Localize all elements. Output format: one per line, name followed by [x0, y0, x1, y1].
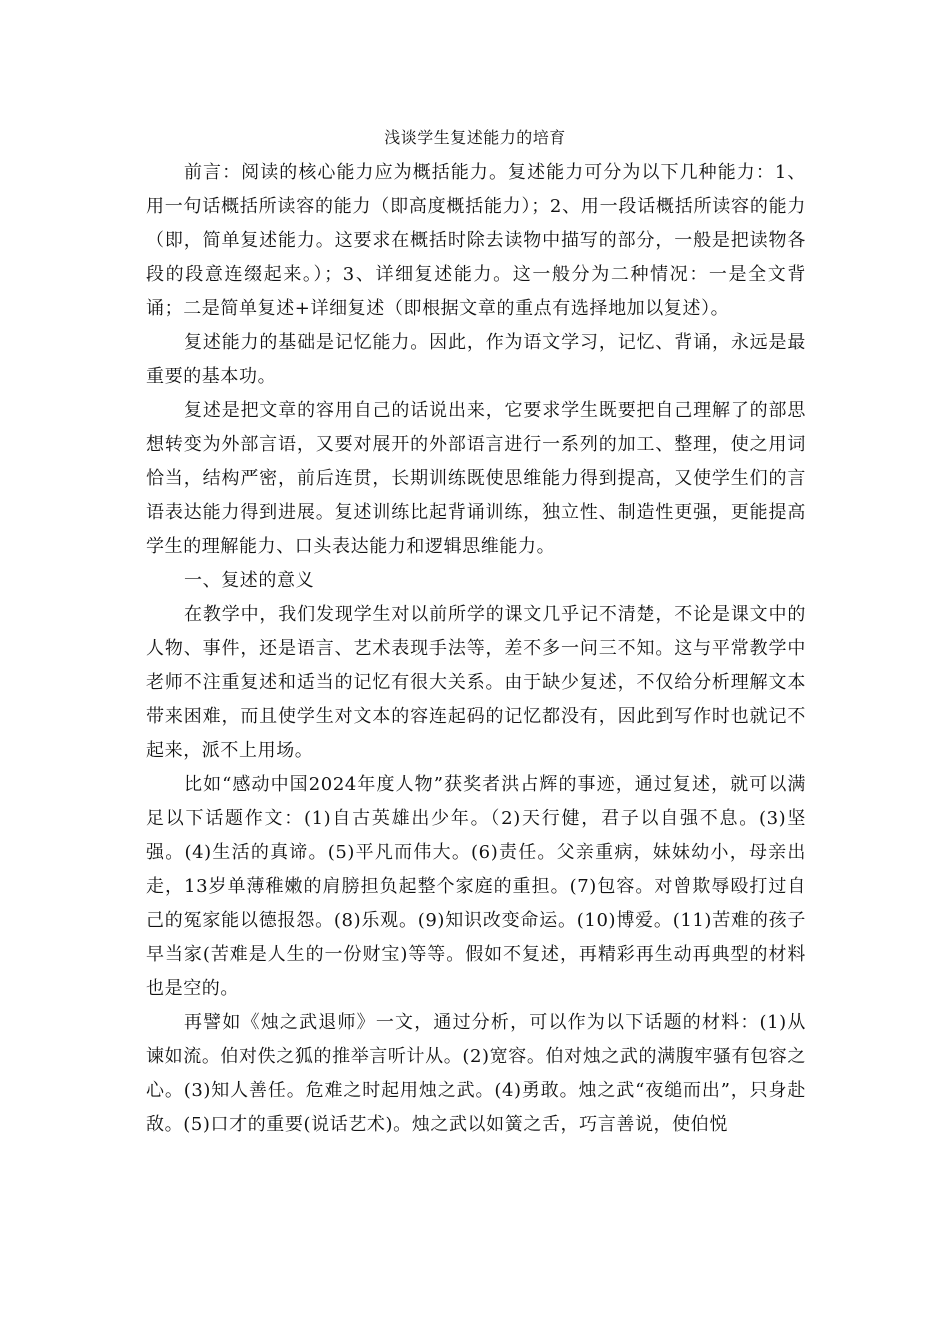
paragraph-preface: 前言：阅读的核心能力应为概括能力。复述能力可分为以下几种能力：1、用一句话概括所读容的能力（即高度概括能力）；2、用一段话概括所读容的能力（即，简单复述能力。这要求在概括时除去读物中描写的部分，一般是把读物各段的段意连缀起来。）；3、详细复述能力。这一般分为二种情况：一是全文背诵；二是简单复述+详细复述（即根据文章的重点有选择地加以复述）。 — [146, 162, 806, 319]
paragraph-example-zhuzhiwu: 再譬如《烛之武退师》一文，通过分析，可以作为以下话题的材料：(1)从谏如流。伯对佚之狐的推举言听计从。(2)宽容。伯对烛之武的满腹牢骚有包容之心。(3)知人善任。危难之时起用烛之武。(4)勇敢。烛之武“夜缒而出”，只身赴敌。(5)口才的重要(说话艺术)。烛之武以如簧之舌，巧言善说，使伯悦 — [146, 1012, 806, 1135]
section-heading: 一、复述的意义 — [184, 570, 315, 591]
document-title: 浅谈学生复述能力的培育 — [384, 128, 566, 147]
document-body — [146, 156, 806, 1142]
paragraph-example-hong: 比如“感动中国2024年度人物”获奖者洪占辉的事迹，通过复述，就可以满足以下话题作文：(1)自古英雄出少年。（2)天行健，君子以自强不息。(3)坚强。(4)生活的真谛。(5)平凡而伟大。(6)责任。父亲重病，妹妹幼小，母亲出走，13岁单薄稚嫩的肩膀担负起整个家庭的重担。(7)包容。对曾欺辱殴打过自己的冤家能以德报怨。(8)乐观。(9)知识改变命运。(10)博爱。(11)苦难的孩子早当家(苦难是人生的一份财宝)等等。假如不复述，再精彩再生动再典型的材料也是空的。 — [146, 774, 806, 999]
paragraph-memory-basis: 复述能力的基础是记忆能力。因此，作为语文学习，记忆、背诵，永远是最重要的基本功。 — [146, 332, 806, 387]
paragraph-retelling-definition: 复述是把文章的容用自己的话说出来，它要求学生既要把自己理解了的部思想转变为外部言语，又要对展开的外部语言进行一系列的加工、整理，使之用词恰当，结构严密，前后连贯，长期训练既使思维能力得到提高，又使学生们的言语表达能力得到进展。复述训练比起背诵训练，独立性、制造性更强，更能提高学生的理解能力、口头表达能力和逻辑思维能力。 — [146, 400, 806, 557]
paragraph-teaching-observation: 在教学中，我们发现学生对以前所学的课文几乎记不清楚，不论是课文中的人物、事件，还是语言、艺术表现手法等，差不多一问三不知。这与平常教学中老师不注重复述和适当的记忆有很大关系。由于缺少复述，不仅给分析理解文本带来困难，而且使学生对文本的容连起码的记忆都没有，因此到写作时也就记不起来，派不上用场。 — [146, 604, 806, 761]
